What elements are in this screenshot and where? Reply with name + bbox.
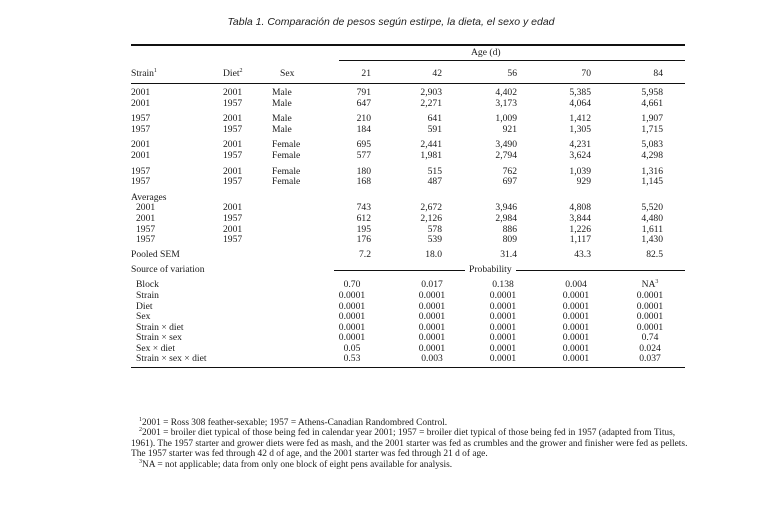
strain-header-sup: 1 xyxy=(153,68,157,74)
probability-row xyxy=(131,354,685,365)
probability-value: 0.0001 xyxy=(418,321,446,333)
weight-84-cell: 4,661 xyxy=(641,97,663,109)
probability-value: 0.0001 xyxy=(562,342,590,354)
average-diet-cell: 1957 xyxy=(223,212,243,224)
source-cell: Block xyxy=(136,279,159,291)
probability-value: NA xyxy=(641,279,656,291)
diet-cell: 2001 xyxy=(223,139,243,151)
probability-value: 0.0001 xyxy=(418,311,446,323)
weight-70-cell: 1,039 xyxy=(569,165,591,177)
probability-value: 0.017 xyxy=(421,279,443,291)
weight-21-cell: 180 xyxy=(356,165,371,177)
source-of-variation-label: Source of variation xyxy=(131,264,205,276)
weight-70-cell: 1,305 xyxy=(569,123,591,135)
weight-56-cell: 4,402 xyxy=(495,87,517,98)
strain-cell: 1957 xyxy=(131,165,151,177)
probability-value: 0.0001 xyxy=(636,289,664,301)
average-56-cell: 886 xyxy=(502,223,517,235)
average-21-cell: 743 xyxy=(356,202,371,214)
probability-row xyxy=(131,312,685,323)
probability-value: 0.0001 xyxy=(338,321,366,333)
probability-value: 0.0001 xyxy=(636,311,664,323)
strain-cell: 1957 xyxy=(131,123,151,135)
pooled-sem-label: Pooled SEM xyxy=(131,248,180,260)
average-strain-cell: 2001 xyxy=(136,212,156,224)
weight-84-cell: 4,298 xyxy=(641,149,663,161)
probability-21-cell xyxy=(327,354,377,365)
weight-21-cell: 210 xyxy=(356,113,371,125)
average-42-cell: 2,672 xyxy=(420,202,442,214)
source-cell: Strain × diet xyxy=(136,321,184,333)
average-21-cell: 195 xyxy=(356,223,371,235)
variation-body xyxy=(131,280,685,365)
probability-value: 0.0001 xyxy=(338,300,366,312)
probability-56-cell xyxy=(478,354,528,365)
table-row xyxy=(131,88,685,99)
probability-value: 0.70 xyxy=(343,279,361,291)
average-42-cell: 539 xyxy=(427,234,442,246)
sex-cell: Male xyxy=(272,87,292,98)
footnote-2-text: 2001 = broiler diet typical of those being fed in calendar year 2001; 1957 = broiler diet typical of those being fed in 1957 (adapted from Titus, 1961). The 1957 starter and grower diets were fed as mash, and the 2001 starter was fed as crumbles and the grower and finisher were fed as pellets. The 1957 starter was fed through 42 d of age, and the 2001 starter was fed through 21 d of age. xyxy=(131,428,688,460)
average-row xyxy=(131,225,685,236)
probability-row xyxy=(131,333,685,344)
average-21-cell: 176 xyxy=(356,234,371,246)
average-42-cell: 578 xyxy=(427,223,442,235)
table-row xyxy=(131,114,685,125)
table-row xyxy=(131,167,685,178)
table-caption: Tabla 1. Comparación de pesos según estirpe, la dieta, el sexo y edad xyxy=(227,16,555,28)
probability-value: 0.0001 xyxy=(562,300,590,312)
average-56-cell: 2,984 xyxy=(495,212,517,224)
probability-value: 0.0001 xyxy=(418,289,446,301)
probability-row xyxy=(131,280,685,291)
footnote-3-text: NA = not applicable; data from only one block of eight pens available for analysis. xyxy=(142,459,453,470)
probability-value: 0.0001 xyxy=(489,321,517,333)
weight-70-cell: 3,624 xyxy=(569,149,591,161)
weight-42-cell: 2,441 xyxy=(420,139,442,151)
weight-56-cell: 697 xyxy=(502,176,517,188)
probability-value: 0.138 xyxy=(492,279,514,291)
averages-label-row xyxy=(131,193,685,204)
average-strain-cell: 1957 xyxy=(136,223,156,235)
probability-value: 0.004 xyxy=(565,279,587,291)
sex-cell: Female xyxy=(272,139,301,151)
probability-label: Probability xyxy=(465,264,516,275)
weight-84-cell: 1,907 xyxy=(641,113,663,125)
probability-value: 0.0001 xyxy=(489,332,517,344)
average-56-cell: 3,946 xyxy=(495,202,517,214)
probability-84-cell xyxy=(625,354,675,365)
average-row xyxy=(131,214,685,225)
weight-21-cell: 168 xyxy=(356,176,371,188)
probability-value: 0.74 xyxy=(641,332,659,344)
table-row xyxy=(131,125,685,136)
weight-56-cell: 921 xyxy=(502,123,517,135)
weight-42-cell: 2,271 xyxy=(420,97,442,109)
diet-cell: 2001 xyxy=(223,113,243,125)
weight-42-cell: 2,903 xyxy=(420,87,442,98)
diet-cell: 2001 xyxy=(223,87,243,98)
source-cell: Diet xyxy=(136,300,153,312)
average-diet-cell: 2001 xyxy=(223,223,243,235)
weight-42-cell: 1,981 xyxy=(420,149,442,161)
weight-42-cell: 641 xyxy=(427,113,442,125)
age-21-header: 21 xyxy=(361,68,371,79)
average-42-cell: 2,126 xyxy=(420,212,442,224)
probability-value: 0.0001 xyxy=(562,353,590,365)
age-label: Age (d) xyxy=(471,47,501,58)
sem-42: 18.0 xyxy=(425,248,442,260)
probability-value: 0.0001 xyxy=(489,300,517,312)
probability-value: 0.0001 xyxy=(636,300,664,312)
probability-value: 0.0001 xyxy=(562,289,590,301)
probability-value: 0.0001 xyxy=(489,353,517,365)
weight-56-cell: 1,009 xyxy=(495,113,517,125)
column-header-row xyxy=(131,60,685,82)
diet-header-text: Diet xyxy=(223,68,240,79)
average-70-cell: 4,808 xyxy=(569,202,591,214)
weight-84-cell: 5,958 xyxy=(641,87,663,98)
weight-84-cell: 5,083 xyxy=(641,139,663,151)
probability-row xyxy=(131,323,685,334)
average-21-cell: 612 xyxy=(356,212,371,224)
average-row xyxy=(131,235,685,246)
probability-row xyxy=(131,344,685,355)
sem-21: 7.2 xyxy=(359,248,371,260)
footnote-3-sup: 3 xyxy=(139,458,142,465)
probability-value: 0.0001 xyxy=(338,311,366,323)
probability-value: 0.0001 xyxy=(489,342,517,354)
probability-row xyxy=(131,291,685,302)
probability-value: 0.0001 xyxy=(562,311,590,323)
source-cell: Sex xyxy=(136,311,151,323)
strain-cell: 2001 xyxy=(131,97,151,109)
sex-cell: Female xyxy=(272,176,301,188)
weight-70-cell: 929 xyxy=(576,176,591,188)
weight-70-cell: 1,412 xyxy=(569,113,591,125)
weight-84-cell: 1,715 xyxy=(641,123,663,135)
strain-cell: 1957 xyxy=(131,176,151,188)
source-cell: Strain × sex × diet xyxy=(136,353,207,365)
groups-body xyxy=(131,88,685,193)
probability-value: 0.024 xyxy=(639,342,661,354)
age-header xyxy=(131,46,685,60)
average-84-cell: 1,611 xyxy=(641,223,663,235)
weight-70-cell: 5,385 xyxy=(569,87,591,98)
average-70-cell: 1,226 xyxy=(569,223,591,235)
variation-header-row xyxy=(131,264,685,276)
weights-table xyxy=(131,44,685,368)
strain-cell: 2001 xyxy=(131,87,151,98)
pooled-sem-row xyxy=(131,250,685,261)
footnote-1 xyxy=(131,418,689,428)
average-strain-cell: 1957 xyxy=(136,234,156,246)
averages-body xyxy=(131,203,685,245)
weight-84-cell: 1,316 xyxy=(641,165,663,177)
age-42-header: 42 xyxy=(432,68,442,79)
probability-sup: 3 xyxy=(655,279,659,286)
weight-56-cell: 3,173 xyxy=(495,97,517,109)
strain-header-text: Strain xyxy=(131,68,154,79)
table-row xyxy=(131,177,685,188)
probability-value: 0.0001 xyxy=(338,289,366,301)
weight-21-cell: 577 xyxy=(356,149,371,161)
probability-row xyxy=(131,302,685,313)
source-cell: Strain × sex xyxy=(136,332,182,344)
probability-value: 0.037 xyxy=(639,353,661,365)
sex-cell: Male xyxy=(272,113,292,125)
age-84-header: 84 xyxy=(653,68,663,79)
weight-21-cell: 791 xyxy=(356,87,371,98)
average-diet-cell: 2001 xyxy=(223,202,243,214)
strain-cell: 2001 xyxy=(131,149,151,161)
probability-value: 0.0001 xyxy=(418,342,446,354)
weight-42-cell: 487 xyxy=(427,176,442,188)
weight-21-cell: 695 xyxy=(356,139,371,151)
diet-cell: 1957 xyxy=(223,97,243,109)
footnote-2-sup: 2 xyxy=(139,427,142,434)
sex-cell: Female xyxy=(272,165,301,177)
probability-value: 0.53 xyxy=(343,353,361,365)
sex-cell: Male xyxy=(272,97,292,109)
table-row xyxy=(131,151,685,162)
source-cell: Strain xyxy=(136,289,159,301)
probability-value: 0.0001 xyxy=(489,311,517,323)
age-70-header: 70 xyxy=(581,68,591,79)
weight-21-cell: 647 xyxy=(356,97,371,109)
strain-cell: 1957 xyxy=(131,113,151,125)
average-strain-cell: 2001 xyxy=(136,202,156,214)
weight-21-cell: 184 xyxy=(356,123,371,135)
weight-42-cell: 591 xyxy=(427,123,442,135)
average-70-cell: 1,117 xyxy=(569,234,591,246)
average-row xyxy=(131,203,685,214)
sem-84: 82.5 xyxy=(646,248,663,260)
probability-70-cell xyxy=(551,354,601,365)
strain-header xyxy=(131,69,157,80)
source-cell: Sex × diet xyxy=(136,342,175,354)
probability-value: 0.0001 xyxy=(418,300,446,312)
footnote-2 xyxy=(131,428,689,459)
averages-label: Averages xyxy=(131,191,167,203)
probability-value: 0.0001 xyxy=(636,321,664,333)
probability-value: 0.0001 xyxy=(338,332,366,344)
probability-value: 0.0001 xyxy=(562,332,590,344)
table-row xyxy=(131,99,685,110)
table-row xyxy=(131,140,685,151)
footnote-1-text: 2001 = Ross 308 feather-sexable; 1957 = Athens-Canadian Randombred Control. xyxy=(142,418,448,428)
diet-cell: 1957 xyxy=(223,149,243,161)
diet-cell: 1957 xyxy=(223,176,243,188)
diet-cell: 1957 xyxy=(223,123,243,135)
probability-value: 0.0001 xyxy=(562,321,590,333)
diet-header-sup: 2 xyxy=(239,68,243,74)
weight-70-cell: 4,231 xyxy=(569,139,591,151)
diet-header xyxy=(223,69,243,80)
sem-70: 43.3 xyxy=(574,248,591,260)
diet-cell: 2001 xyxy=(223,165,243,177)
weight-42-cell: 515 xyxy=(427,165,442,177)
average-84-cell: 5,520 xyxy=(641,202,663,214)
probability-value: 0.0001 xyxy=(489,289,517,301)
weight-56-cell: 762 xyxy=(502,165,517,177)
sex-header: Sex xyxy=(280,68,295,79)
probability-value: 0.05 xyxy=(343,342,361,354)
average-56-cell: 809 xyxy=(502,234,517,246)
strain-cell: 2001 xyxy=(131,139,151,151)
average-84-cell: 4,480 xyxy=(641,212,663,224)
age-56-header: 56 xyxy=(507,68,517,79)
footnotes xyxy=(131,418,689,470)
average-84-cell: 1,430 xyxy=(641,234,663,246)
weight-70-cell: 4,064 xyxy=(569,97,591,109)
probability-value: 0.0001 xyxy=(418,332,446,344)
weight-84-cell: 1,145 xyxy=(641,176,663,188)
sex-cell: Male xyxy=(272,123,292,135)
footnote-1-sup: 1 xyxy=(139,417,142,423)
average-diet-cell: 1957 xyxy=(223,234,243,246)
table-bottom-rule xyxy=(131,367,685,368)
sex-cell: Female xyxy=(272,149,301,161)
weight-56-cell: 3,490 xyxy=(495,139,517,151)
average-70-cell: 3,844 xyxy=(569,212,591,224)
weight-56-cell: 2,794 xyxy=(495,149,517,161)
probability-value: 0.003 xyxy=(421,353,443,365)
footnote-3 xyxy=(131,460,689,470)
probability-42-cell xyxy=(407,354,457,365)
sem-56: 31.4 xyxy=(500,248,517,260)
